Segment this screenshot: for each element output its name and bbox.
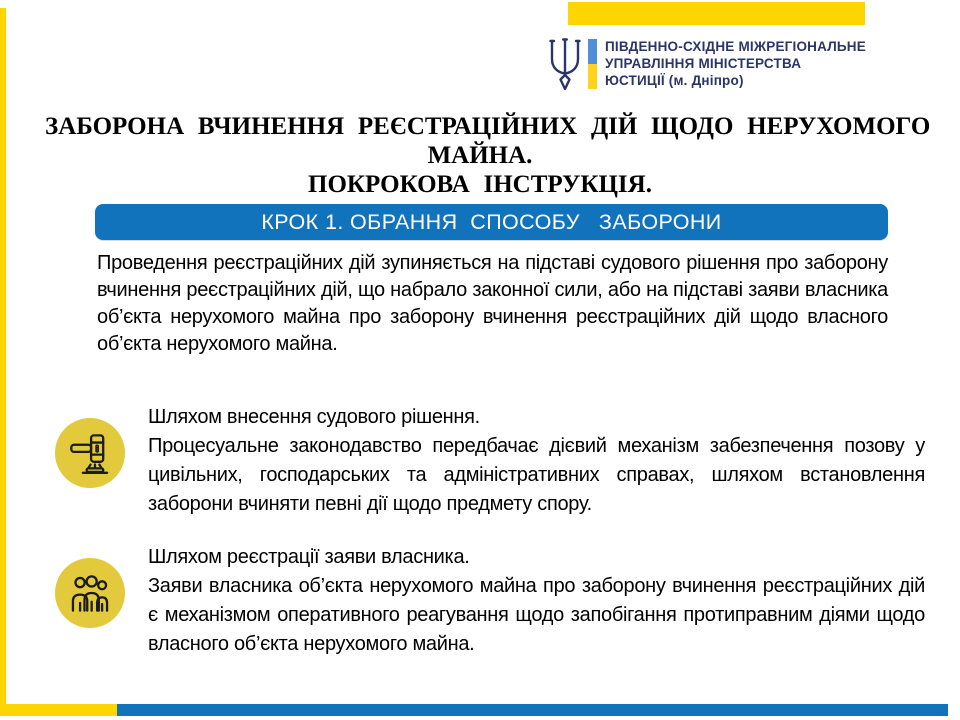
step-banner [95,204,888,240]
method-1-text [148,403,925,519]
ukraine-trident-icon [548,36,582,92]
method-2-heading: Шляхом реєстрації заяви власника. [148,546,470,568]
org-name-line: ПІВДЕННО-СХІДНЕ МІЖРЕГІОНАЛЬНЕ [605,39,866,54]
step-banner-label: КРОК 1. ОБРАННЯ СПОСОБУ ЗАБОРОНИ [261,209,722,234]
ministry-logo [548,36,866,92]
title-line-1: ЗАБОРОНА ВЧИНЕННЯ РЕЄСТРАЦІЙНИХ ДІЙ ЩОДО НЕРУХОМОГО [45,113,931,140]
org-name-line: ЮСТИЦІЇ (м. Дніпро) [605,73,744,88]
title-line-3: ПОКРОКОВА ІНСТРУКЦІЯ. [308,171,652,198]
left-accent-stripe [0,8,6,704]
gavel-icon [68,431,112,475]
method-1-icon-circle [55,418,125,488]
title-line-2: МАЙНА. [427,142,533,169]
footer-blue-bar [117,704,948,716]
people-icon [68,571,112,615]
flag-stripe [588,39,597,89]
org-name-line: УПРАВЛІННЯ МІНІСТЕРСТВА [605,56,802,71]
method-2-body: Заяви власника об’єкта нерухомого майна про заборону вчинення реєстраційних дій є механізмом оперативного реагування щодо запобігання протиправним діями щодо власного об’єкта нерухомого майна. [148,575,925,655]
method-1-heading: Шляхом внесення судового рішення. [148,406,480,428]
method-2-icon-circle [55,558,125,628]
footer-yellow-bar [0,704,117,716]
method-1-body: Процесуальне законодавство передбачає дієвий механізм забезпечення позову у цивільних, господарських та адміністративних справах, шляхом встановлення заборони вчиняти певні дії щодо предмету спору. [148,435,925,515]
top-accent-bar [568,2,865,25]
page-title [45,112,931,199]
org-name [605,36,866,89]
method-2-text [148,543,925,659]
intro-paragraph: Проведення реєстраційних дій зупиняється на підставі судового рішення про заборону вчинення реєстраційних дій, що набрало законної сили, або на підставі заяви власника об’єкта нерухомого майна про заборону вчинення реєстраційних дій щодо власного об’єкта нерухомого майна. [97,252,888,355]
